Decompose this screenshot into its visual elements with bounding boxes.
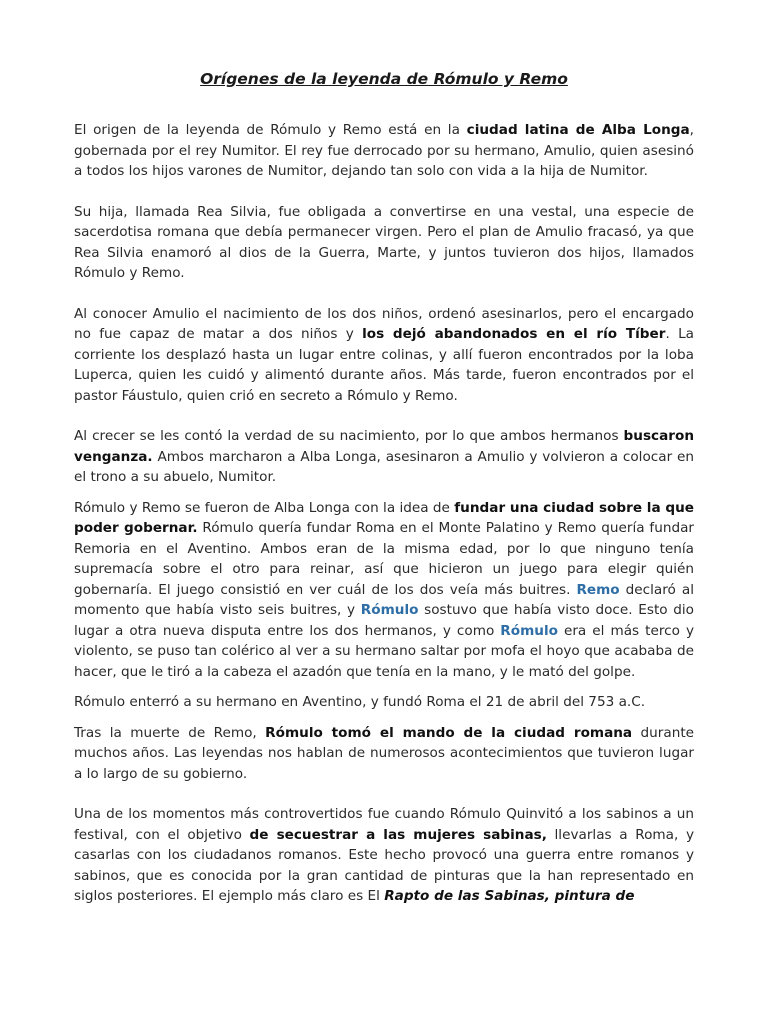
bold-run: de secuestrar a las mujeres sabinas, xyxy=(249,826,547,843)
bold-run: los dejó abandonados en el río Tíber xyxy=(362,326,666,342)
bold-run: Rómulo tomó el mando de la ciudad romana xyxy=(265,724,633,741)
text-run: Rómulo y Remo se fueron de Alba Longa con la idea de xyxy=(74,499,455,516)
bold-run: fundar una ciudad sobre la que poder gobernar. xyxy=(74,499,694,536)
text-run: Al crecer se les contó la verdad de su nacimiento, por lo que ambos hermanos xyxy=(74,428,624,444)
text-run: sostuvo que había visto doce. Esto dio lugar a otra nueva disputa entre los dos hermanos, y como xyxy=(74,602,694,639)
text-run: era el más terco y violento, se puso tan colérico al ver a su hermano saltar por mofa el hoyo que acababa de hacer, que le tiró a la cabeza el azadón que tenía en la mano, y le mató del golpe. xyxy=(74,622,694,680)
paragraph-sabines xyxy=(74,804,694,907)
paragraph-revenge xyxy=(74,426,694,488)
paragraph-rule xyxy=(74,723,694,785)
text-run: declaró al momento que había visto seis buitres, y xyxy=(74,581,694,618)
text-run: Una de los momentos más controvertidos fue cuando Rómulo Quinvitó a los sabinos a un festival, con el objetivo xyxy=(74,806,694,843)
text-run: llevarlas a Roma, y casarlas con los ciudadanos romanos. Este hecho provocó una guerra entre romanos y sabinos, que es conocida por la gran cantidad de pinturas que la han representado en siglos posteriores. El ejemplo más claro es El xyxy=(74,826,694,904)
text-run: Ambos marcharon a Alba Longa, asesinaron a Amulio y volvieron a colocar en el trono a su abuelo, Numitor. xyxy=(74,448,694,485)
bold-italic-run: Rapto de las Sabinas, pintura de xyxy=(384,888,635,904)
text-run: , gobernada por el rey Numitor. El rey fue derrocado por su hermano, Amulio, quien asesinó a todos los hijos varones de Numitor, dejando tan solo con vida a la hija de Numitor. xyxy=(74,122,694,179)
text-run: El origen de la leyenda de Rómulo y Remo está en la xyxy=(74,122,467,138)
highlight-romulo: Rómulo xyxy=(360,602,419,618)
document-title: Orígenes de la leyenda de Rómulo y Remo xyxy=(200,70,568,88)
paragraph-abandoned xyxy=(74,304,694,407)
text-run: Rómulo quería fundar Roma en el Monte Palatino y Remo quería fundar Remoria en el Aventino. Ambos eran de la misma edad, por lo que ninguno tenía supremacía sobre el otro para reinar, así que hicieron un juego para elegir quién gobernaría. El juego consistió en ver cuál de los dos veía más buitres. xyxy=(74,520,694,598)
paragraph-origin xyxy=(74,120,694,182)
paragraph-burial: Rómulo enterró a su hermano en Aventino, y fundó Roma el 21 de abril del 753 a.C. xyxy=(74,694,646,710)
paragraph-founding xyxy=(74,498,694,683)
bold-run: ciudad latina de Alba Longa xyxy=(466,122,690,138)
text-run: . La corriente los desplazó hasta un lugar entre colinas, y allí fueron encontrados por la loba Luperca, quien les cuidó y alimentó durante años. Más tarde, fueron encontrados por el pastor Fáustulo, quien crió en secreto a Rómulo y Remo. xyxy=(74,326,694,404)
text-run: Al conocer Amulio el nacimiento de los dos niños, ordenó asesinarlos, pero el encargado no fue capaz de matar a dos niños y xyxy=(74,305,694,342)
text-run: durante muchos años. Las leyendas nos hablan de numerosos acontecimientos que tuvieron lugar a lo largo de su gobierno. xyxy=(74,724,695,782)
paragraph-rea-silvia: Su hija, llamada Rea Silvia, fue obligada a convertirse en una vestal, una especie de sacerdotisa romana que debía permanecer virgen. Pero el plan de Amulio fracasó, ya que Rea Silvia enamoró al dios de la Guerra, Marte, y juntos tuvieron dos hijos, llamados Rómulo y Remo. xyxy=(74,203,694,281)
highlight-romulo: Rómulo xyxy=(500,622,558,639)
highlight-remo: Remo xyxy=(576,581,620,598)
text-run: Tras la muerte de Remo, xyxy=(74,724,266,741)
bold-run: buscaron venganza. xyxy=(74,428,694,465)
